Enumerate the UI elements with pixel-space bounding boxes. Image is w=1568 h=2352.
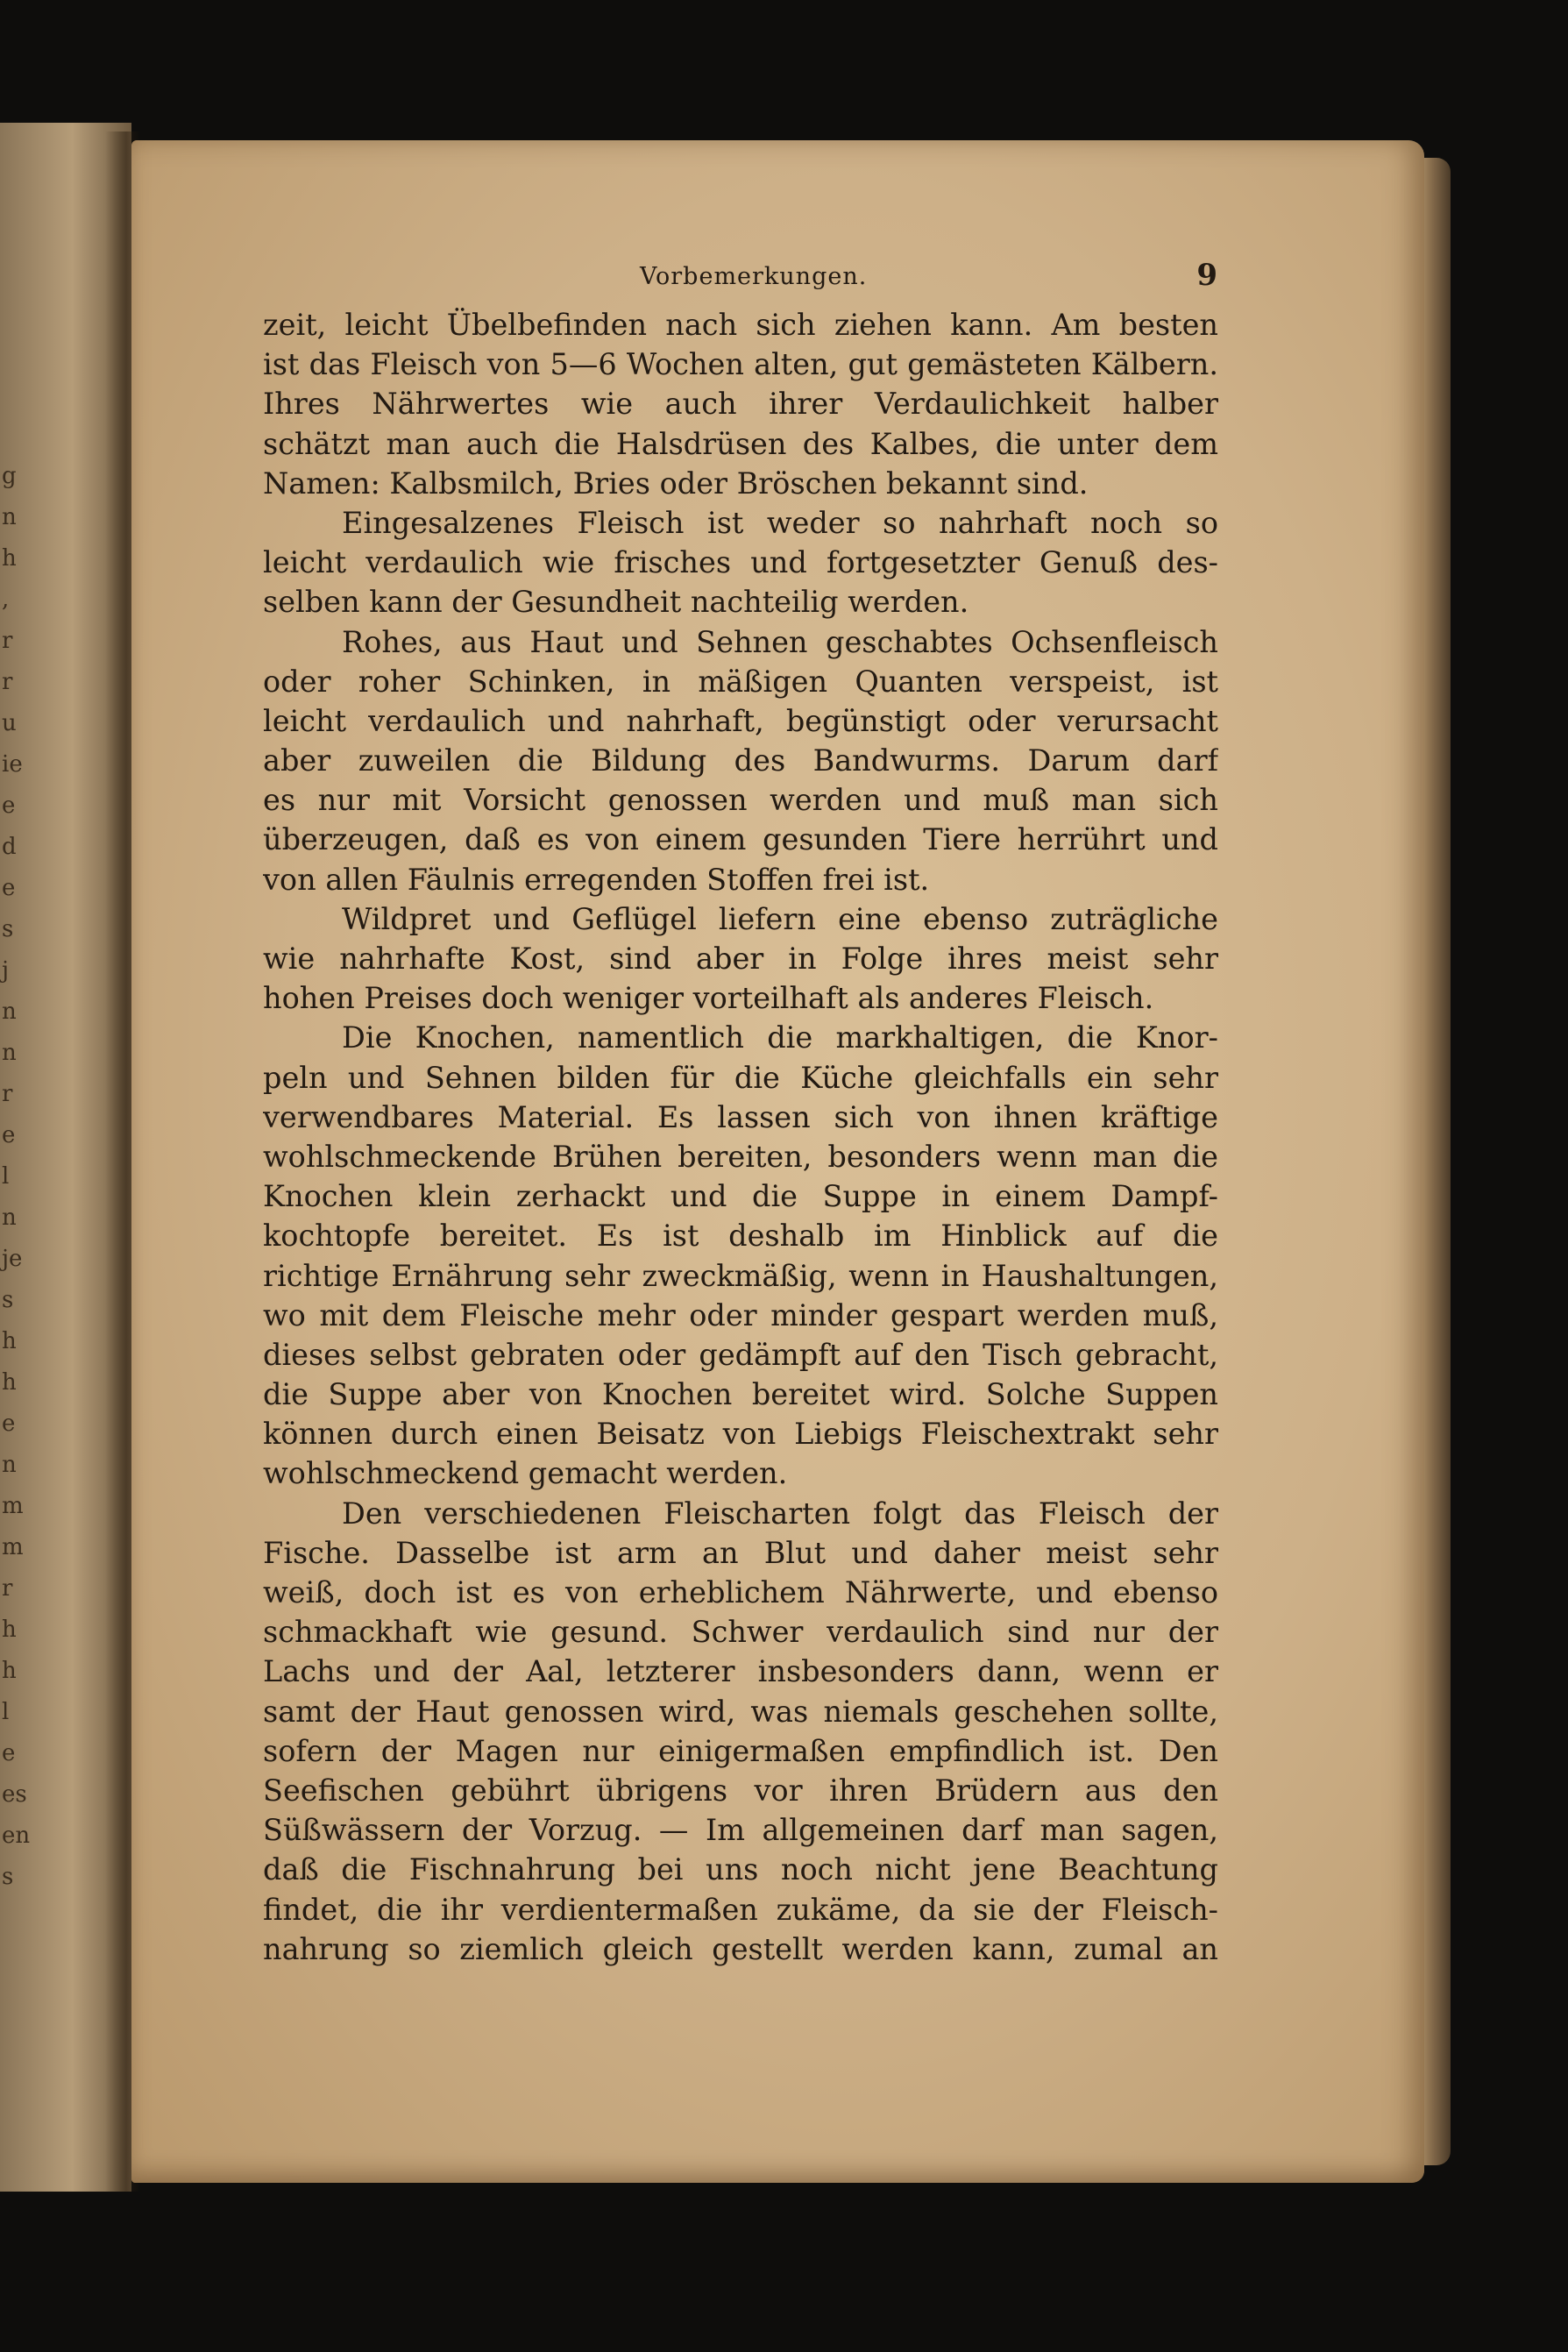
text-line: können durch einen Beisatz von Liebigs Fleischextrakt sehr xyxy=(263,1417,1218,1452)
text-line: von allen Fäulnis erregenden Stoffen frei ist. xyxy=(263,862,930,897)
text-line: Ihres Nährwertes wie auch ihrer Verdaulichkeit halber xyxy=(263,387,1218,422)
previous-page-text-fragments xyxy=(2,456,31,1898)
text-line: zeit, leicht Übelbefinden nach sich ziehen kann. Am besten xyxy=(263,308,1218,342)
text-line: Den verschiedenen Fleischarten folgt das Fleisch der xyxy=(342,1496,1218,1531)
running-head xyxy=(263,256,1218,305)
previous-page-fragment: h xyxy=(2,1658,17,1684)
text-line: schätzt man auch die Halsdrüsen des Kalbes, die unter dem xyxy=(263,426,1218,461)
previous-page-fragment: h xyxy=(2,1328,17,1354)
text-line: Lachs und der Aal, letzterer insbesonders dann, wenn er xyxy=(263,1654,1218,1689)
page-text-block xyxy=(263,256,1218,1969)
previous-page-fragment: ie xyxy=(2,751,23,778)
previous-page-fragment: n xyxy=(2,998,17,1025)
text-line: Fische. Dasselbe ist arm an Blut und daher meist sehr xyxy=(263,1535,1218,1570)
previous-page-fragment: s xyxy=(2,1287,14,1313)
previous-page-fragment: s xyxy=(2,1864,14,1890)
previous-page-fragment: e xyxy=(2,792,16,819)
text-line: wo mit dem Fleische mehr oder minder gespart werden muß, xyxy=(263,1297,1218,1332)
text-line: Süßwässern der Vorzug. — Im allgemeinen darf man sagen, xyxy=(263,1813,1218,1848)
text-line: samt der Haut genossen wird, was niemals geschehen sollte, xyxy=(263,1694,1218,1729)
text-line: wohlschmeckend gemacht werden. xyxy=(263,1456,788,1491)
previous-page-fragment: u xyxy=(2,710,17,736)
text-line: dieses selbst gebraten oder gedämpft auf den Tisch gebracht, xyxy=(263,1337,1218,1372)
text-line: peln und Sehnen bilden für die Küche gleichfalls ein sehr xyxy=(263,1060,1218,1095)
text-line: leicht verdaulich wie frisches und fortgesetzter Genuß des- xyxy=(263,545,1218,580)
text-line: aber zuweilen die Bildung des Bandwurms. Darum darf xyxy=(263,743,1218,778)
text-line: richtige Ernährung sehr zweckmäßig, wenn in Haushaltungen, xyxy=(263,1258,1218,1293)
previous-page-fragment: n xyxy=(2,1452,17,1478)
previous-page-fragment: s xyxy=(2,916,14,942)
previous-page-fragment: , xyxy=(2,586,10,613)
previous-page-fragment: n xyxy=(2,1204,17,1231)
text-line: Namen: Kalbsmilch, Bries oder Bröschen bekannt sind. xyxy=(263,465,1089,501)
text-line: kochtopfe bereitet. Es ist deshalb im Hinblick auf die xyxy=(263,1219,1218,1254)
text-line: oder roher Schinken, in mäßigen Quanten verspeist, ist xyxy=(263,664,1218,699)
previous-page-fragment: r xyxy=(2,628,13,654)
text-line: sofern der Magen nur einigermaßen empfindlich ist. Den xyxy=(263,1733,1218,1768)
previous-page-fragment: r xyxy=(2,1575,13,1602)
text-line: weiß, doch ist es von erheblichem Nährwerte, und ebenso xyxy=(263,1575,1218,1609)
previous-page-fragment: en xyxy=(2,1823,31,1849)
previous-page-fragment: r xyxy=(2,1081,13,1107)
previous-page-fragment: r xyxy=(2,669,13,695)
text-line: findet, die ihr verdientermaßen zukäme, da sie der Fleisch- xyxy=(263,1892,1218,1927)
previous-page-fragment: h xyxy=(2,545,17,572)
previous-page-fragment: g xyxy=(2,463,17,489)
previous-page-fragment: l xyxy=(2,1699,10,1725)
text-line: schmackhaft wie gesund. Schwer verdaulich sind nur der xyxy=(263,1615,1218,1650)
text-line: es nur mit Vorsicht genossen werden und muß man sich xyxy=(263,783,1218,818)
text-line: wohlschmeckende Brühen bereiten, besonders wenn man die xyxy=(263,1139,1218,1174)
previous-page-fragment: l xyxy=(2,1163,10,1190)
previous-page-fragment: e xyxy=(2,1410,16,1437)
text-line: ist das Fleisch von 5—6 Wochen alten, gut gemästeten Kälbern. xyxy=(263,347,1218,382)
text-line: die Suppe aber von Knochen bereitet wird. Solche Suppen xyxy=(263,1377,1218,1412)
text-line: leicht verdaulich und nahrhaft, begünstigt oder verursacht xyxy=(263,703,1218,738)
previous-page-fragment: n xyxy=(2,504,17,530)
previous-page-fragment: es xyxy=(2,1781,27,1808)
text-line: hohen Preises doch weniger vorteilhaft als anderes Fleisch. xyxy=(263,981,1154,1016)
previous-page-fragment: n xyxy=(2,1040,17,1066)
running-head-title: Vorbemerkungen. xyxy=(640,263,868,290)
body-text xyxy=(263,305,1218,1969)
text-line: Eingesalzenes Fleisch ist weder so nahrhaft noch so xyxy=(342,505,1218,540)
previous-page-fragment: e xyxy=(2,1740,16,1766)
previous-page-fragment: e xyxy=(2,875,16,901)
previous-page-fragment: je xyxy=(2,1246,23,1272)
previous-page-fragment: e xyxy=(2,1122,16,1148)
text-line: Seefischen gebührt übrigens vor ihren Brüdern aus den xyxy=(263,1773,1218,1808)
text-line: verwendbares Material. Es lassen sich von ihnen kräftige xyxy=(263,1099,1218,1134)
text-line: Rohes, aus Haut und Sehnen geschabtes Ochsenfleisch xyxy=(342,624,1218,659)
text-line: selben kann der Gesundheit nachteilig werden. xyxy=(263,585,969,620)
text-line: wie nahrhafte Kost, sind aber in Folge ihres meist sehr xyxy=(263,942,1218,976)
text-line: daß die Fischnahrung bei uns noch nicht jene Beachtung xyxy=(263,1852,1218,1887)
text-line: nahrung so ziemlich gleich gestellt werden kann, zumal an xyxy=(263,1931,1218,1966)
previous-page-fragment: h xyxy=(2,1369,17,1396)
previous-page-fragment: m xyxy=(2,1493,24,1519)
previous-page-fragment: j xyxy=(2,957,10,984)
page-number: 9 xyxy=(1196,258,1218,293)
text-line: Knochen klein zerhackt und die Suppe in einem Dampf- xyxy=(263,1179,1218,1214)
previous-page-fragment: h xyxy=(2,1617,17,1643)
previous-page-fragment: d xyxy=(2,834,17,860)
previous-page-fragment: m xyxy=(2,1534,24,1560)
text-line: Wildpret und Geflügel liefern eine ebenso zuträgliche xyxy=(342,901,1218,936)
text-line: Die Knochen, namentlich die markhaltigen, die Knor- xyxy=(342,1020,1218,1055)
text-line: überzeugen, daß es von einem gesunden Tiere herrührt und xyxy=(263,822,1218,857)
